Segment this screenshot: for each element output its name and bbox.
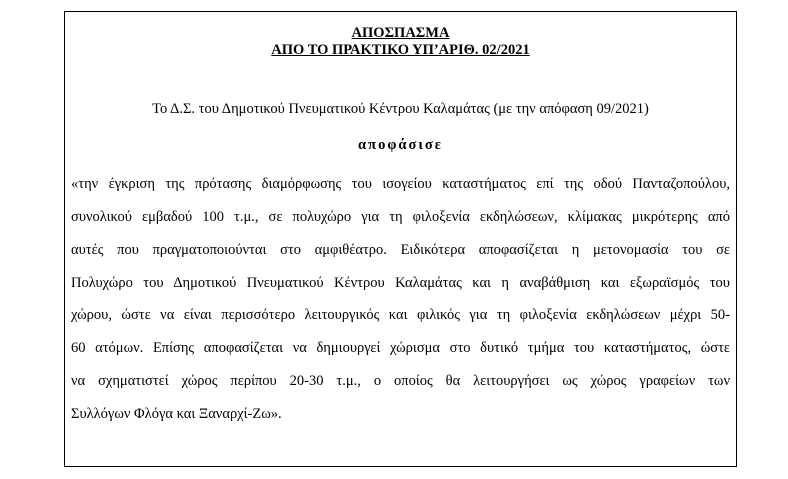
heading-subtitle: ΑΠΟ ΤΟ ΠΡΑΚΤΙΚΟ ΥΠ’ΑΡΙΘ. 02/2021	[271, 42, 530, 58]
body-line: 60 ατόμων. Επίσης αποφασίζεται να δημιουργεί χώρισμα στο δυτικό τμήμα του καταστήματος, ώστε	[71, 340, 730, 356]
body-line: Πολυχώρο του Δημοτικού Πνευματικού Κέντρου Καλαμάτας και η αναβάθμιση και εξωραϊσμός του	[71, 275, 730, 291]
intro-paragraph: Το Δ.Σ. του Δημοτικού Πνευματικού Κέντρου Καλαμάτας (με την απόφαση 09/2021)	[152, 101, 649, 117]
body-line: να σχηματιστεί χώρος περίπου 20-30 τ.μ., ο οποίος θα λειτουργήσει ως χώρος γραφείων των	[71, 373, 730, 389]
body-line: χώρου, ώστε να είναι περισσότερο λειτουργικός και φιλικός για τη φιλοξενία εκδηλώσεων μέχρι 50-	[71, 307, 730, 323]
body-line: συνολικού εμβαδού 100 τ.μ., σε πολυχώρο για τη φιλοξενία εκδηλώσεων, κλίμακας μικρότερης από	[71, 209, 730, 225]
body-line: Συλλόγων Φλόγα και Ξαναρχί-Ζω».	[71, 406, 282, 422]
body-line: «την έγκριση της πρότασης διαμόρφωσης του ισογείου καταστήματος επί της οδού Πανταζοπούλου,	[71, 176, 730, 192]
heading-title: ΑΠΟΣΠΑΣΜΑ	[351, 25, 450, 41]
decision-label: αποφάσισε	[358, 137, 443, 153]
body-line: αυτές που πραγματοποιούνται στο αμφιθέατρο. Ειδικότερα αποφασίζεται η μετονομασία του σε	[71, 242, 730, 258]
document-frame	[64, 11, 737, 467]
